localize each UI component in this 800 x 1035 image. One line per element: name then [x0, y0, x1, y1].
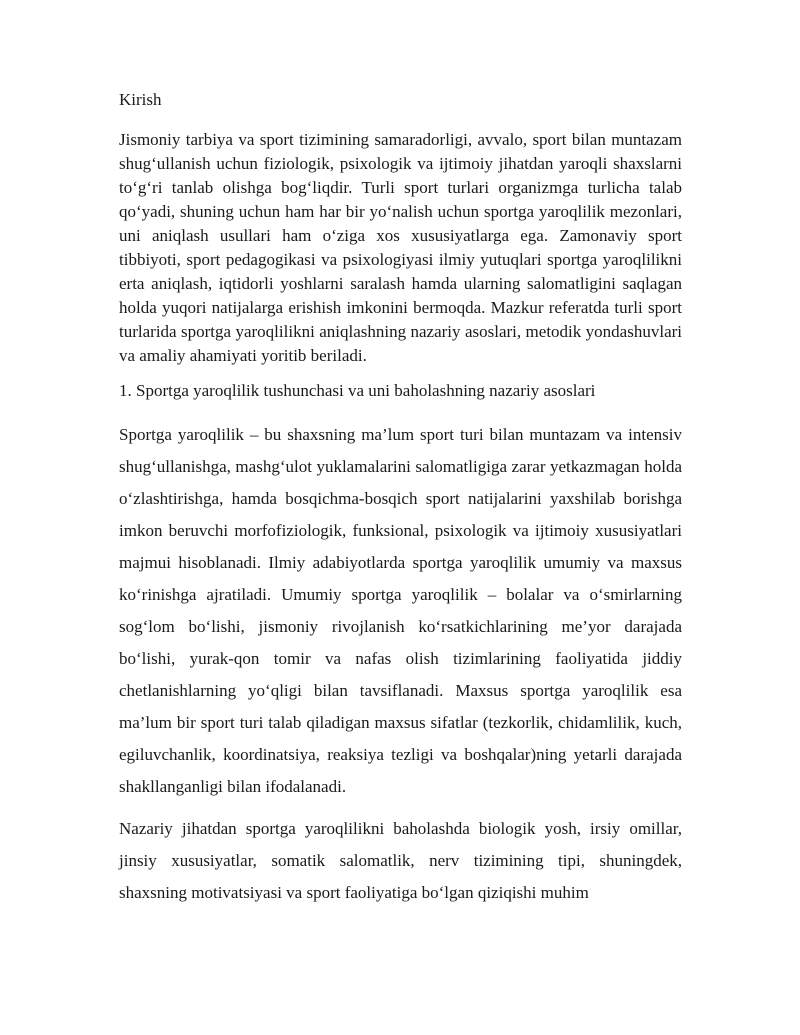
paragraph-spacer: [119, 803, 682, 813]
intro-paragraph: Jismoniy tarbiya va sport tizimining samaradorligi, avvalo, sport bilan muntazam shug‘ullanish uchun fiziologik, psixologik va ijtimoiy jihatdan yaroqli shaxslarni to‘g‘ri tanlab olishga bog‘liqdir. Turli sport turlari organizmga turlicha talab qo‘yadi, shuning uchun ham har bir yo‘nalish uchun sportga yaroqlilik mezonlari, uni aniqlash usullari ham o‘ziga xos xususiyatlarga ega. Zamonaviy sport tibbiyoti, sport pedagogikasi va psixologiyasi ilmiy yutuqlari sportga yaroqlilikni erta aniqlash, iqtidorli yoshlarni saralash hamda ularning salomatligini saqlagan holda yuqori natijalarga erishish imkonini bermoqda. Mazkur referatda turli sport turlarida sportga yaroqlilikni aniqlashning nazariy asoslari, metodik yondashuvlari va amaliy ahamiyati yoritib beriladi.: [119, 130, 682, 365]
section-title: 1. Sportga yaroqlilik tushunchasi va uni baholashning nazariy asoslari: [119, 381, 596, 400]
section-paragraph-1: Sportga yaroqlilik – bu shaxsning ma’lum sport turi bilan muntazam va intensiv shug‘ullanishga, mashg‘ulot yuklamalarini salomatligiga zarar yetkazmagan holda o‘zlashtirishga, hamda bosqichma-bosqich sport natijalarini yaxshilab borishga imkon beruvchi morfofiziologik, funksional, psixologik va ijtimoiy xususiyatlari majmui hisoblanadi. Ilmiy adabiyotlarda sportga yaroqlilik umumiy va maxsus ko‘rinishga ajratiladi. Umumiy sportga yaroqlilik – bolalar va o‘smirlarning sog‘lom bo‘lishi, jismoniy rivojlanish ko‘rsatkichlarining me’yor darajada bo‘lishi, yurak-qon tomir va nafas olish tizimlarining faoliyatida jiddiy chetlanishlarning yo‘qligi bilan tavsiflanadi. Maxsus sportga yaroqlilik esa ma’lum bir sport turi talab qiladigan maxsus sifatlar (tezkorlik, chidamlilik, kuch, egiluvchanlik, koordinatsiya, reaksiya tezligi va boshqalar)ning yetarli darajada shakllanganligi bilan ifodalanadi.: [119, 425, 682, 796]
document-heading: Kirish: [119, 90, 162, 109]
document-page: [119, 88, 682, 909]
section-paragraph-2: Nazariy jihatdan sportga yaroqlilikni baholashda biologik yosh, irsiy omillar, jinsiy xususiyatlar, somatik salomatlik, nerv tizimining tipi, shuningdek, shaxsning motivatsiyasi va sport faoliyatiga bo‘lgan qiziqishi muhim: [119, 819, 682, 902]
